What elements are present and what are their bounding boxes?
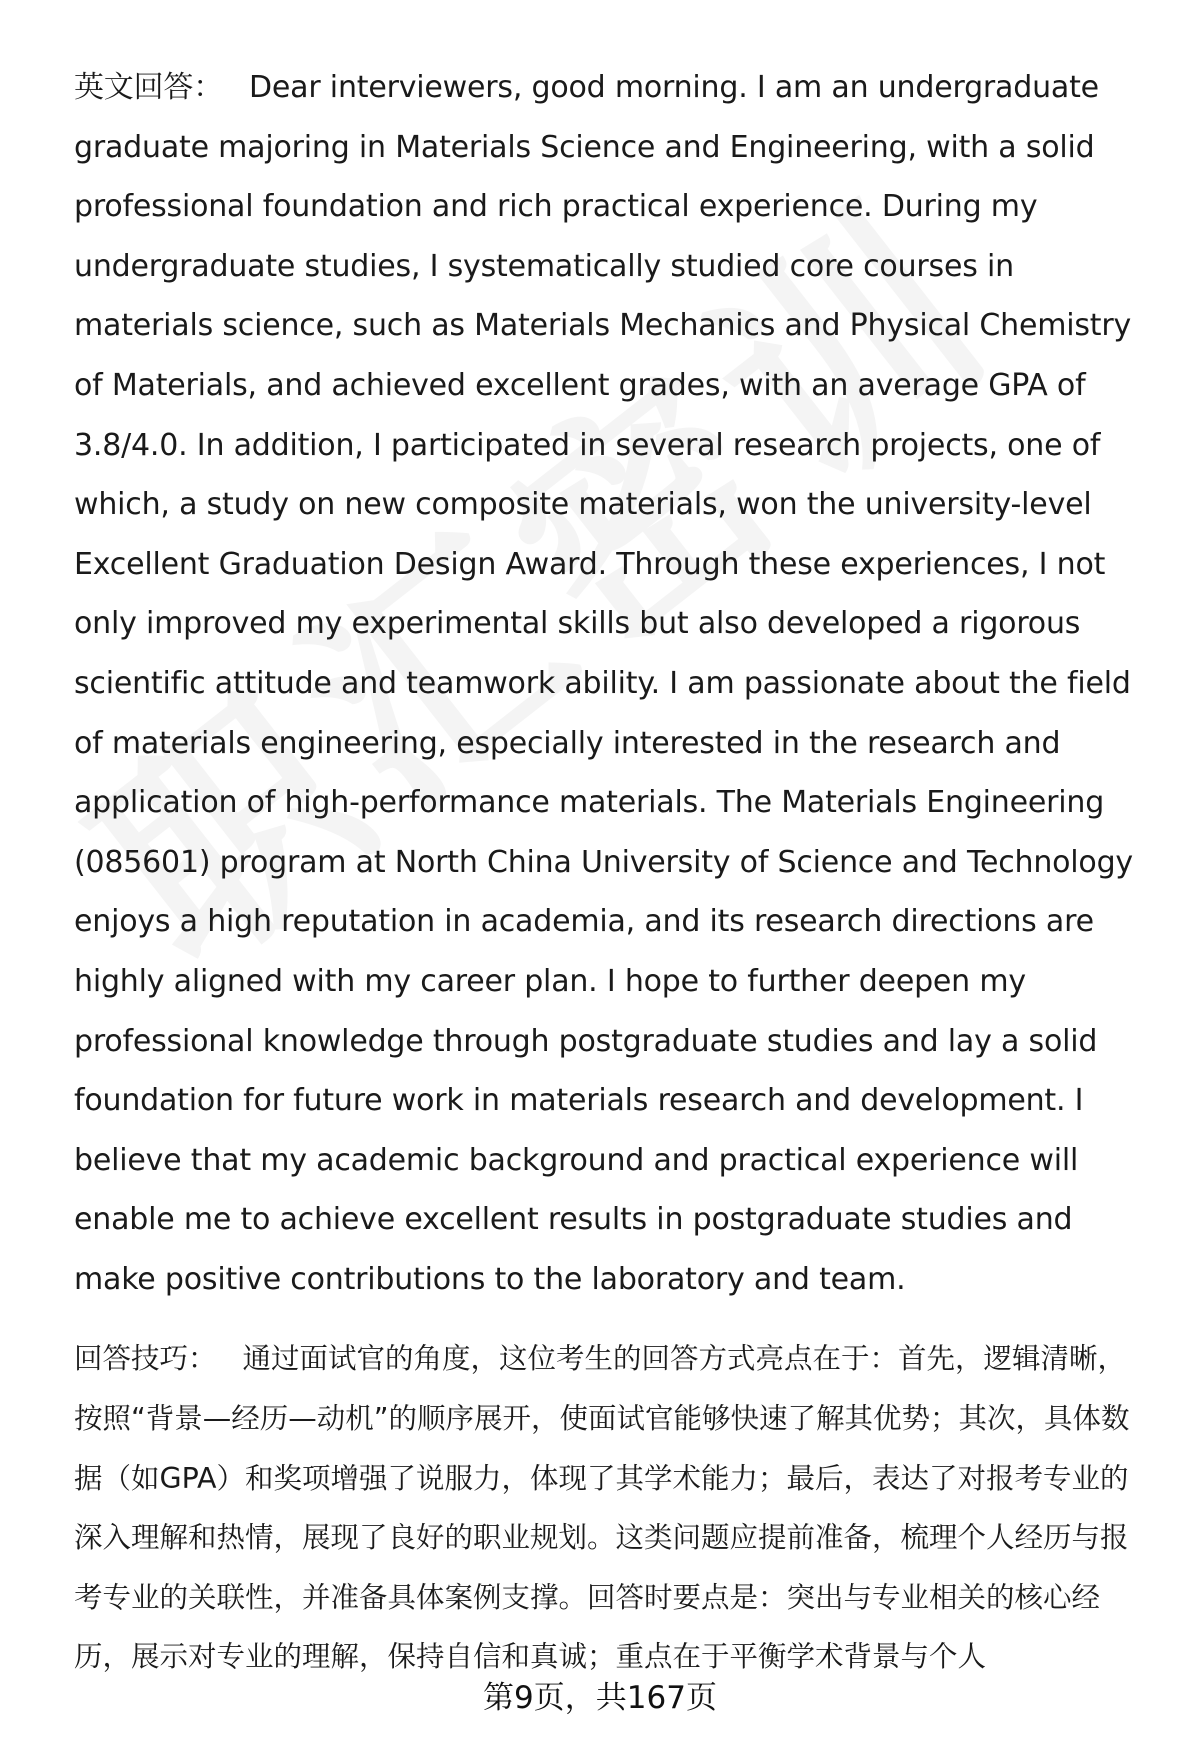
answer-tips-label: 回答技巧： [74,1342,217,1376]
english-answer-text: Dear interviewers, good morning. I am an undergraduate graduate majoring in Materials Science and Engineering, with a solid professional foundation and rich practical experience. During my undergraduate studies, I systematically studied core courses in materials science, such as Materials Mechanics and Physical Chemistry of Materials, and achieved excellent grades, with an average GPA of 3.8/4.0. In addition, I participated in several research projects, one of which, a study on new composite materials, won the university-level Excellent Graduation Design Award. Through these experiences, I not only improved my experimental skills but also developed a rigorous scientific attitude and teamwork ability. I am passionate about the field of materials engineering, especially interested in the research and application of high-performance materials. The Materials Engineering (085601) program at North China University of Science and Technology enjoys a high reputation in academia, and its research directions are highly aligned with my career plan. I hope to further deepen my professional knowledge through postgraduate studies and lay a solid foundation for future work in materials research and development. I believe that my academic background and practical experience will enable me to achieve excellent results in postgraduate studies and make positive contributions to the laboratory and team. [74,70,1133,1297]
answer-tips-text: 通过面试官的角度，这位考生的回答方式亮点在于：首先，逻辑清晰，按照“背景—经历—动机”的顺序展开，使面试官能够快速了解其优势；其次，具体数据（如GPA）和奖项增强了说服力，体现了其学术能力；最后，表达了对报考专业的深入理解和热情，展现了良好的职业规划。这类问题应提前准备，梳理个人经历与报考专业的关联性，并准备具体案例支撑。回答时要点是：突出与专业相关的核心经历，展示对专业的理解，保持自信和真诚；重点在于平衡学术背景与个人 [74,1342,1130,1674]
english-answer-paragraph [74,58,1154,1309]
document-body [74,58,1154,1687]
page-number: 第9页，共167页 [483,1680,717,1716]
answer-tips-paragraph [74,1329,1154,1687]
english-answer-label: 英文回答： [74,70,223,105]
